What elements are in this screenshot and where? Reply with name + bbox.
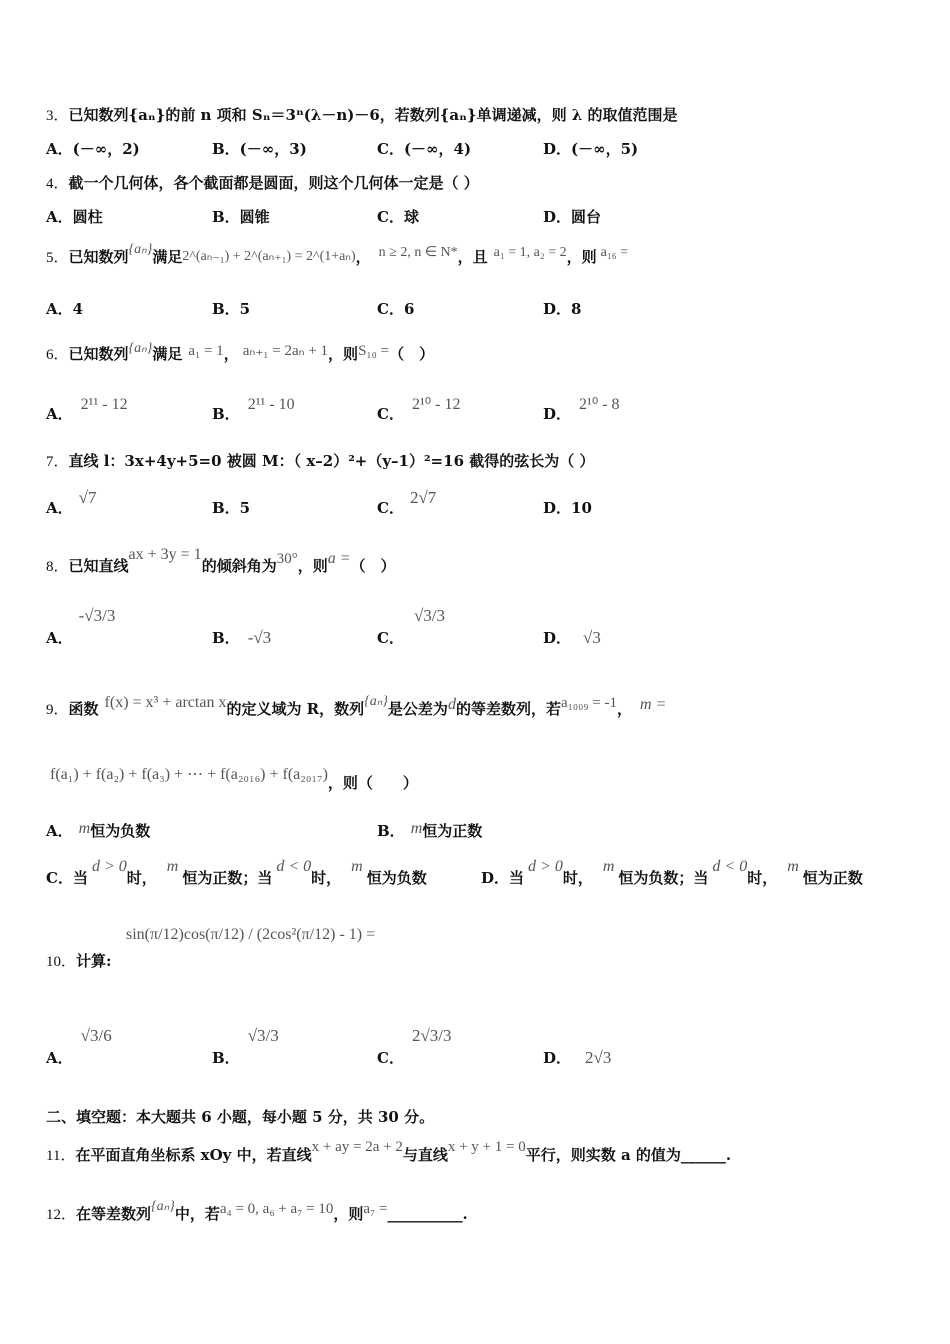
q5-option-c[interactable]: C．6 (377, 300, 415, 318)
q12-math-2: a₄ = 0, a₆ + a₇ = 10 (219, 1201, 334, 1217)
question-12 (46, 1199, 468, 1224)
q8-option-a-label: A． (46, 629, 73, 647)
q8-text-3: ，则 (297, 557, 328, 575)
q8-option-d-label: D． (543, 629, 572, 647)
q3-option-c[interactable]: C．(－∞，4) (377, 140, 472, 158)
q7-option-d[interactable]: D．10 (543, 499, 592, 517)
q12-text-3: ，则 (333, 1205, 364, 1223)
q7-option-c-value: 2√7 (409, 488, 437, 507)
q10-option-b[interactable] (212, 1025, 279, 1067)
q10-expression-value: sin(π/12)cos(π/12) / (2cos²(π/12) - 1) = (126, 926, 376, 943)
question-3 (46, 104, 678, 125)
q9-option-d-math-1: d > 0 (528, 858, 563, 875)
q10-number: 10． (46, 954, 77, 970)
q9-option-c-text-4: 恒为负数 (366, 869, 427, 887)
q9-option-d-math-3: d < 0 (712, 858, 748, 875)
q9-option-d-math-4: m (787, 858, 799, 875)
q9-math-4: a₁₀₀₉ = -1 (560, 695, 617, 711)
q10-text: 计算: (76, 952, 112, 970)
q9-math-3: d (447, 696, 456, 713)
q11-number: 11． (46, 1148, 76, 1164)
q8-option-d[interactable] (543, 627, 601, 648)
q7-number: 7． (46, 454, 69, 470)
q9-text-5: ， (616, 700, 632, 718)
q9-option-c-text-1: 时， (126, 869, 157, 887)
q12-text-1: 在等差数列 (76, 1205, 152, 1223)
q8-option-c-value: √3/3 (413, 606, 446, 625)
q6-option-a[interactable] (46, 396, 128, 424)
q9-text-1: 函数 (68, 700, 99, 718)
q5-math-3: n ≥ 2, n ∈ N* (378, 245, 458, 260)
q9-math-6: f(a₁) + f(a₂) + f(a₃) + ⋯ + f(a₂₀₁₆) + f(a₂₀₁₇) (50, 766, 328, 783)
q9-option-d[interactable] (481, 858, 863, 888)
q3-option-b[interactable]: B．(－∞，3) (212, 140, 307, 158)
q8-option-b-label: B． (212, 629, 240, 647)
q6-text-4: ，则 (328, 345, 359, 363)
q11-text-3[interactable]: 平行，则实数 a 的值为______. (525, 1146, 732, 1164)
q10-option-c[interactable] (377, 1025, 452, 1067)
q5-text-5: ，则 (566, 248, 597, 266)
q8-option-c[interactable] (377, 605, 446, 647)
q4-option-b[interactable]: B．圆锥 (212, 208, 270, 226)
q10-option-d-label: D． (543, 1049, 572, 1067)
q9-option-c-text-2: 恒为正数；当 (182, 869, 273, 887)
q9-text-4: 的等差数列，若 (455, 700, 561, 718)
q6-text-5: （ ） (389, 345, 435, 363)
q10-option-d-value: 2√3 (585, 1048, 612, 1067)
q6-text-1: 已知数列 (68, 345, 129, 363)
q6-option-c-label: C． (377, 405, 404, 423)
q8-option-c-label: C． (377, 629, 404, 647)
q9-option-d-math-2: m (602, 858, 615, 875)
q6-option-b[interactable] (212, 396, 295, 424)
q10-option-b-value: √3/3 (247, 1026, 279, 1045)
q6-math-3: aₙ₊₁ = 2aₙ + 1 (242, 343, 329, 359)
q6-option-c[interactable] (377, 396, 461, 424)
q9-option-c-label: C．当 (46, 869, 88, 887)
q4-option-a[interactable]: A．圆柱 (46, 208, 103, 226)
q4-option-d[interactable]: D．圆台 (543, 208, 602, 226)
q11-text-1: 在平面直角坐标系 xOy 中，若直线 (75, 1146, 312, 1164)
q6-option-a-value: 2¹¹ - 12 (80, 396, 128, 413)
q11-math-2: x + y + 1 = 0 (447, 1139, 526, 1155)
q5-text-1: 已知数列 (68, 248, 129, 266)
q10-option-a[interactable] (46, 1025, 112, 1067)
q10-expression (126, 925, 375, 944)
q9-option-c[interactable] (46, 858, 427, 888)
q10-option-c-value: 2√3/3 (411, 1026, 452, 1045)
q9-text-2: 的定义域为 R，数列 (226, 700, 365, 718)
q9-option-c-math-4: m (351, 858, 363, 875)
q9-option-d-text-3: 时， (747, 869, 778, 887)
q11-text-2: 与直线 (402, 1146, 448, 1164)
q10-option-c-label: C． (377, 1049, 404, 1067)
q9-option-c-text-3: 时， (311, 869, 342, 887)
q9-text-6: ，则（ ） (327, 774, 418, 792)
q9-option-d-text-1: 时， (562, 869, 593, 887)
q3-number: 3． (46, 108, 69, 124)
q5-option-a[interactable]: A．4 (46, 300, 84, 318)
q9-option-c-math-2: m (166, 858, 179, 875)
q6-option-d-value: 2¹⁰ - 8 (579, 396, 620, 413)
q6-math-2: a₁ = 1 (188, 343, 224, 359)
q5-math-4: a₁ = 1, a₂ = 2 (493, 245, 567, 260)
q10-option-a-value: √3/6 (80, 1026, 112, 1045)
q9-option-c-math-3: d < 0 (276, 858, 312, 875)
q9-math-1: f(x) = x³ + arctan x (104, 694, 227, 711)
question-9 (46, 694, 667, 719)
q10-option-a-label: A． (46, 1049, 73, 1067)
q5-option-b[interactable]: B．5 (212, 300, 251, 318)
q6-option-d[interactable] (543, 396, 620, 424)
q5-text-2: 满足 (152, 248, 183, 266)
q12-number: 12． (46, 1207, 77, 1223)
question-5 (46, 242, 629, 267)
q3-option-d[interactable]: D．(－∞，5) (543, 140, 639, 158)
question-10 (46, 950, 112, 971)
q6-option-b-value: 2¹¹ - 10 (247, 396, 295, 413)
q5-option-d[interactable]: D．8 (543, 300, 582, 318)
q10-option-d[interactable] (543, 1047, 611, 1068)
question-4 (46, 172, 479, 193)
q3-text: 已知数列{aₙ}的前 n 项和 Sₙ＝3ⁿ(λ－n)－6，若数列{aₙ}单调递减，则 λ 的取值范围是 (68, 106, 678, 124)
q8-math-2: 30° (276, 551, 298, 567)
q9-option-c-math-1: d > 0 (91, 858, 127, 875)
q9-option-b[interactable] (377, 820, 482, 841)
q9-option-d-label: D．当 (481, 869, 525, 887)
q6-text-2: 满足 (152, 345, 183, 363)
q7-option-a[interactable] (46, 488, 97, 518)
q12-text-4[interactable]: __________. (387, 1205, 468, 1223)
q7-option-b[interactable]: B．5 (212, 499, 251, 517)
q10-option-b-label: B． (212, 1049, 240, 1067)
q7-option-c[interactable] (377, 488, 437, 518)
q4-text: 截一个几何体，各个截面都是圆面，则这个几何体一定是（ ） (68, 174, 479, 192)
q9-text-3: 是公差为 (387, 700, 448, 718)
question-6 (46, 343, 434, 364)
q12-math-3: a₇ = (363, 1201, 388, 1217)
q7-option-a-value: √7 (78, 488, 97, 507)
q5-text-4: ，且 (457, 248, 488, 266)
q5-number: 5． (46, 250, 69, 266)
q5-text-3: ， (355, 248, 371, 266)
q6-math-4: S₁₀ = (358, 343, 390, 359)
question-9-line-2 (46, 766, 418, 793)
q9-option-a-math: m (78, 820, 91, 837)
q8-math-1: ax + 3y = 1 (128, 546, 202, 563)
q7-option-a-label: A． (46, 499, 73, 517)
q5-math-2: 2^(aₙ₋₁) + 2^(aₙ₊₁) = 2^(1+aₙ) (182, 249, 356, 264)
q7-option-c-label: C． (377, 499, 404, 517)
q4-number: 4． (46, 176, 69, 192)
q9-option-a-label: A． (46, 822, 73, 840)
q6-option-c-value: 2¹⁰ - 12 (411, 396, 461, 413)
q9-option-d-text-4: 恒为正数 (802, 869, 863, 887)
q9-option-b-text: 恒为正数 (422, 822, 483, 840)
q5-math-5: a₁₆ = (600, 245, 629, 260)
q6-number: 6． (46, 347, 69, 363)
q9-math-5: m = (640, 696, 667, 713)
q8-text-4: （ ） (350, 557, 396, 575)
q8-text-1: 已知直线 (68, 557, 129, 575)
q8-option-a[interactable] (46, 605, 116, 647)
q9-option-a-text: 恒为负数 (90, 822, 151, 840)
question-11 (46, 1139, 732, 1165)
q8-math-3: a = (327, 550, 351, 567)
q4-option-c[interactable]: C．球 (377, 208, 419, 226)
q8-option-b-value: -√3 (247, 628, 272, 647)
question-8 (46, 546, 396, 576)
section-2-heading: 二、填空题：本大题共 6 小题，每小题 5 分，共 30 分。 (46, 1108, 435, 1126)
q6-text-3: ， (223, 345, 239, 363)
q9-number: 9． (46, 702, 69, 718)
q6-math-1: {aₙ} (128, 341, 153, 356)
q8-option-a-value: -√3/3 (78, 606, 116, 625)
q9-option-d-text-2: 恒为负数；当 (618, 869, 709, 887)
q7-text: 直线 l：3x+4y+5=0 被圆 M：（ x–2）²+（y–1）²=16 截得的弦长为（ ） (68, 452, 595, 470)
q8-text-2: 的倾斜角为 (201, 557, 277, 575)
q8-option-b[interactable] (212, 627, 271, 648)
q6-option-d-label: D． (543, 405, 572, 423)
q5-math-1: {aₙ} (128, 242, 153, 257)
q12-math-1: {aₙ} (151, 1199, 175, 1214)
q6-option-b-label: B． (212, 405, 240, 423)
q8-number: 8． (46, 559, 69, 575)
q9-option-b-math: m (410, 820, 423, 837)
q8-option-d-value: √3 (583, 628, 601, 647)
q11-math-1: x + ay = 2a + 2 (311, 1139, 403, 1155)
question-7 (46, 450, 594, 471)
q9-math-2: {aₙ} (364, 694, 388, 709)
q3-option-a[interactable]: A．(－∞，2) (46, 140, 140, 158)
q9-option-b-label: B． (377, 822, 405, 840)
q6-option-a-label: A． (46, 405, 73, 423)
q9-option-a[interactable] (46, 820, 150, 841)
q12-text-2: 中，若 (174, 1205, 220, 1223)
